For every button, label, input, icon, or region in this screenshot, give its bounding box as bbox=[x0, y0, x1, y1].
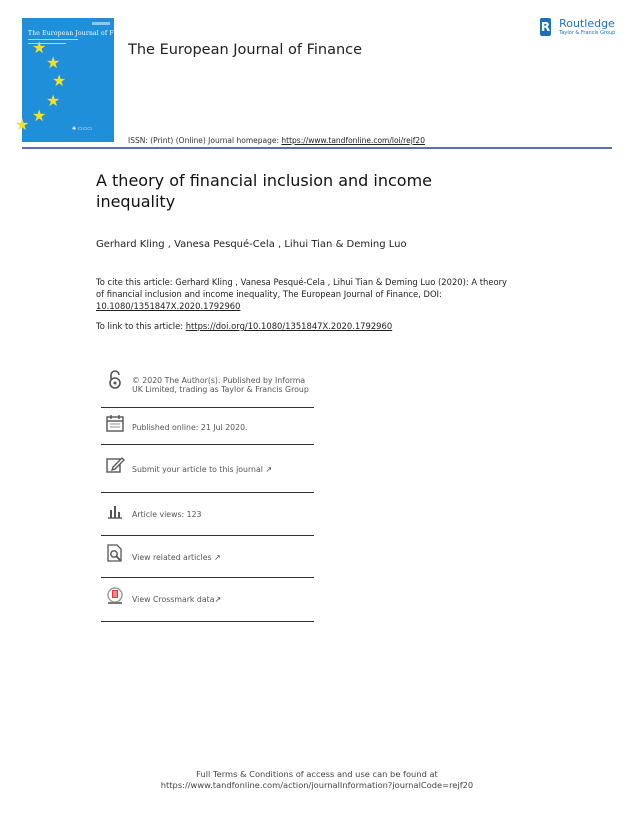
star-icon: ★ bbox=[46, 91, 61, 110]
star-icon: ★ bbox=[46, 53, 61, 72]
related-label: View related articles bbox=[132, 553, 212, 562]
footer-url[interactable]: https://www.tandfonline.com/action/journalInformation?journalCode=rejf20 bbox=[160, 780, 474, 790]
article-title: A theory of financial inclusion and income inequality bbox=[96, 171, 433, 211]
related-row[interactable] bbox=[101, 536, 314, 578]
publisher-logo bbox=[540, 18, 615, 37]
external-link-icon: ↗ bbox=[214, 595, 222, 604]
bar-chart-icon bbox=[105, 501, 125, 521]
routledge-icon: R bbox=[540, 20, 551, 34]
related-articles-icon bbox=[105, 543, 125, 563]
citation bbox=[96, 276, 516, 312]
cover-bar bbox=[92, 22, 110, 25]
submit-article-link[interactable] bbox=[132, 465, 272, 474]
article-url-link[interactable]: https://doi.org/10.1080/1351847X.2020.1792960 bbox=[185, 321, 393, 331]
calendar-icon bbox=[105, 413, 125, 433]
doi-link[interactable]: 10.1080/1351847X.2020.1792960 bbox=[96, 301, 241, 311]
star-icon: ★ bbox=[52, 71, 67, 90]
published-row bbox=[101, 408, 314, 445]
cover-publisher-logo: ✚ ▭▭▭ bbox=[72, 126, 92, 132]
license-row bbox=[101, 368, 314, 408]
article-views: Article views: 123 bbox=[132, 510, 202, 519]
published-date: Published online: 21 Jul 2020. bbox=[132, 423, 248, 432]
submit-row[interactable] bbox=[101, 445, 314, 493]
footer-terms: Full Terms & Conditions of access and use can be found at bbox=[196, 769, 438, 779]
star-icon: ★ bbox=[15, 115, 30, 134]
publisher-subtitle: Taylor & Francis Group bbox=[559, 30, 616, 36]
journal-cover bbox=[15, 18, 136, 142]
footer bbox=[0, 769, 634, 791]
cite-text: Gerhard Kling , Vanesa Pesqué-Cela , Lihui Tian & Deming Luo (2020): A theory of financial inclusion and income inequality, The European Journal of Finance, DOI: bbox=[96, 277, 508, 299]
link-label: To link to this article: bbox=[96, 321, 186, 331]
publisher-name: Routledge bbox=[559, 17, 615, 30]
related-articles-link[interactable] bbox=[132, 553, 221, 562]
article-authors: Gerhard Kling , Vanesa Pesqué-Cela , Lihui Tian & Deming Luo bbox=[96, 239, 407, 250]
issn-line bbox=[128, 136, 425, 145]
star-icon: ★ bbox=[32, 38, 47, 57]
views-row bbox=[101, 493, 314, 536]
header-divider bbox=[22, 147, 612, 149]
cite-label: To cite this article: bbox=[96, 277, 173, 287]
external-link-icon: ↗ bbox=[214, 553, 221, 562]
crossmark-icon bbox=[105, 586, 125, 606]
cover-journal-name: The European Journal of Finance bbox=[28, 30, 136, 37]
journal-title: The European Journal of Finance bbox=[128, 42, 363, 58]
link-to-article bbox=[96, 321, 392, 331]
star-icon: ★ bbox=[32, 106, 47, 125]
crossmark-row[interactable] bbox=[101, 578, 314, 622]
crossmark-label: View Crossmark data bbox=[132, 595, 215, 604]
license-text: © 2020 The Author(s). Published by Informa UK Limited, trading as Taylor & Francis Group bbox=[132, 376, 309, 394]
crossmark-link[interactable] bbox=[132, 595, 221, 604]
issn-label: ISSN: (Print) (Online) Journal homepage: bbox=[128, 136, 282, 145]
open-access-icon bbox=[105, 370, 125, 390]
submit-label: Submit your article to this journal bbox=[132, 465, 263, 474]
edit-icon bbox=[105, 455, 125, 475]
journal-homepage-link[interactable]: https://www.tandfonline.com/loi/rejf20 bbox=[281, 136, 425, 145]
external-link-icon: ↗ bbox=[265, 465, 273, 474]
